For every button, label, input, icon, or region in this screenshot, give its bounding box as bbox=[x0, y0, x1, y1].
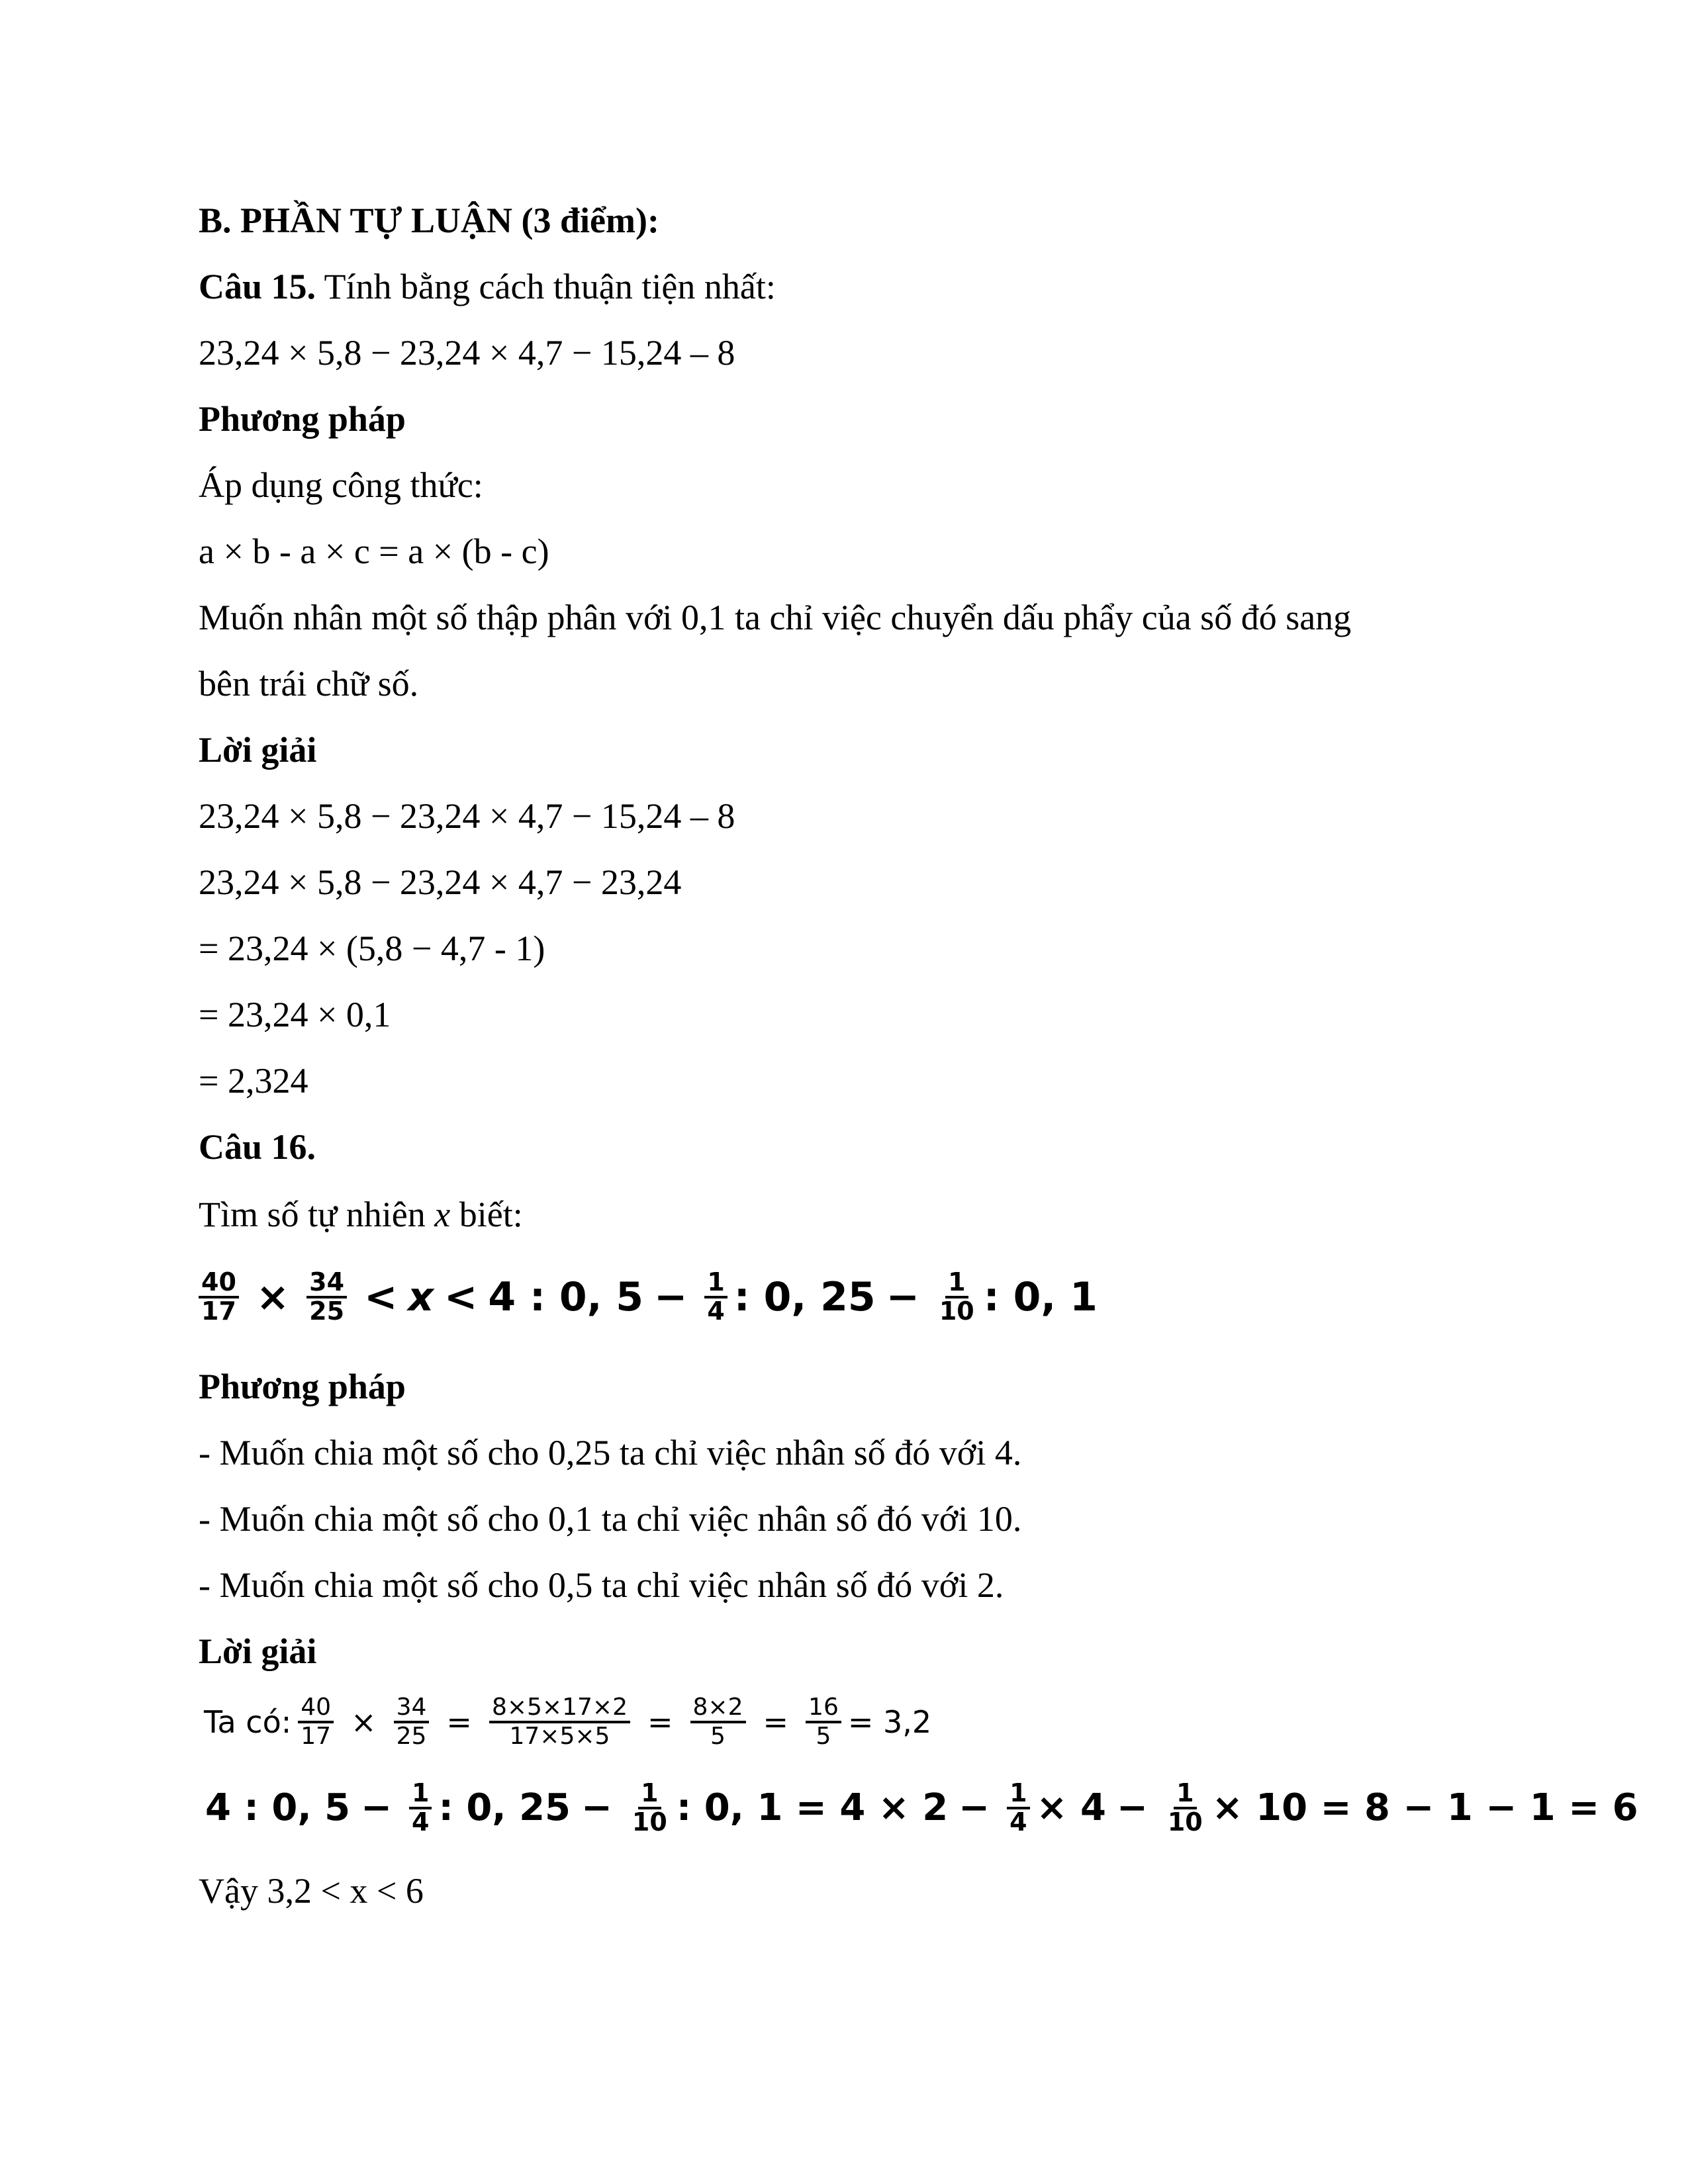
q16-method-line-3: - Muốn chia một số cho 0,5 ta chỉ việc nhân số đó với 2. bbox=[199, 1565, 1004, 1605]
q16-method-line-1: - Muốn chia một số cho 0,25 ta chỉ việc nhân số đó với 4. bbox=[199, 1433, 1022, 1473]
q15-method-intro: Áp dụng công thức: bbox=[199, 465, 483, 505]
q15-method-heading: Phương pháp bbox=[199, 399, 406, 439]
q15-step-5: = 2,324 bbox=[199, 1061, 308, 1101]
q15-label: Câu 15. bbox=[199, 267, 316, 306]
fraction-34-25: $\frac{34}{25}$ bbox=[394, 1694, 430, 1749]
q15-formula: a × b - a × c = a × (b - c) bbox=[199, 531, 549, 571]
q16-prompt-post: biết: bbox=[450, 1195, 523, 1234]
q15-rule-line-1: Muốn nhân một số thập phân với 0,1 ta chỉ việc chuyển dấu phẩy của số đó sang bbox=[199, 598, 1352, 637]
q16-solution-heading: Lời giải bbox=[199, 1631, 317, 1671]
section-title: B. PHẦN TỰ LUẬN (3 điểm): bbox=[199, 201, 659, 240]
q15-rule-line-2: bên trái chữ số. bbox=[199, 664, 419, 704]
q16-conclusion: Vậy 3,2 < x < 6 bbox=[199, 1871, 424, 1911]
q16-prompt-var: x bbox=[434, 1195, 451, 1234]
q15-step-3: = 23,24 × (5,8 − 4,7 - 1) bbox=[199, 929, 545, 968]
fraction-simplified: $\frac{8\times 2}{5}$ bbox=[690, 1694, 746, 1749]
fraction-34-25: $\frac{34}{25}$ bbox=[306, 1269, 347, 1325]
fraction-16-5: $\frac{16}{5}$ bbox=[806, 1694, 841, 1749]
variable-x: x bbox=[408, 1273, 434, 1320]
fraction-40-17: $\frac{40}{17}$ bbox=[298, 1694, 334, 1749]
fraction-1-10: $\frac{1}{10}$ bbox=[632, 1778, 667, 1837]
fraction-1-10: $\frac{1}{10}$ bbox=[939, 1267, 974, 1326]
q15-expression: 23,24 × 5,8 − 23,24 × 4,7 − 15,24 – 8 bbox=[199, 333, 735, 373]
q16-prompt bbox=[199, 1197, 523, 1232]
fraction-1-10: $\frac{1}{10}$ bbox=[1167, 1778, 1203, 1837]
fraction-1-4: $\frac{1}{4}$ bbox=[409, 1780, 432, 1836]
q16-prompt-pre: Tìm số tự nhiên bbox=[199, 1195, 435, 1234]
q15-heading bbox=[199, 269, 776, 304]
solution-result: = 3,2 bbox=[847, 1704, 932, 1740]
q16-label: Câu 16. bbox=[199, 1127, 316, 1167]
fraction-1-4: $\frac{1}{4}$ bbox=[704, 1269, 727, 1325]
q15-solution-heading: Lời giải bbox=[199, 730, 317, 770]
solution-prefix: Ta có: bbox=[204, 1704, 292, 1740]
fraction-expanded: $\frac{8\times 5\times 17\times 2}{17\times 5\times 5}$ bbox=[489, 1694, 630, 1749]
q16-method-heading: Phương pháp bbox=[199, 1367, 406, 1406]
q16-inequality: $\frac{40}{17}$ × $\frac{34}{25}$ < x < 4 : 0, 5 − $\frac{1}{4}$ : 0, 25 − $\frac{1}{10}$ : 0, 1 bbox=[199, 1269, 1098, 1325]
q15-step-2: 23,24 × 5,8 − 23,24 × 4,7 − 23,24 bbox=[199, 862, 682, 902]
fraction-40-17: $\frac{40}{17}$ bbox=[199, 1269, 239, 1325]
q15-step-4: = 23,24 × 0,1 bbox=[199, 995, 391, 1034]
q15-step-1: 23,24 × 5,8 − 23,24 × 4,7 − 15,24 – 8 bbox=[199, 796, 735, 836]
q15-prompt: Tính bằng cách thuận tiện nhất: bbox=[316, 267, 776, 306]
q16-solution-line-1: Ta có: $\frac{40}{17}$ × $\frac{34}{25}$ = $\frac{8\times 5\times 17\times 2}{17\times 5\times 5}$ = $\frac{8\times 2}{5}$ = $\frac{16}{5}$ = 3,2 bbox=[204, 1694, 932, 1750]
q16-method-line-2: - Muốn chia một số cho 0,1 ta chỉ việc nhân số đó với 10. bbox=[199, 1499, 1022, 1539]
fraction-1-4: $\frac{1}{4}$ bbox=[1007, 1780, 1029, 1836]
q16-solution-line-2: 4 : 0, 5 − $\frac{1}{4}$ : 0, 25 − $\frac{1}{10}$ : 0, 1 = 4 × 2 − $\frac{1}{4}$ × 4 − $\frac{1}{10}$ × 10 = 8 − 1 − 1 = 6 bbox=[205, 1778, 1638, 1837]
